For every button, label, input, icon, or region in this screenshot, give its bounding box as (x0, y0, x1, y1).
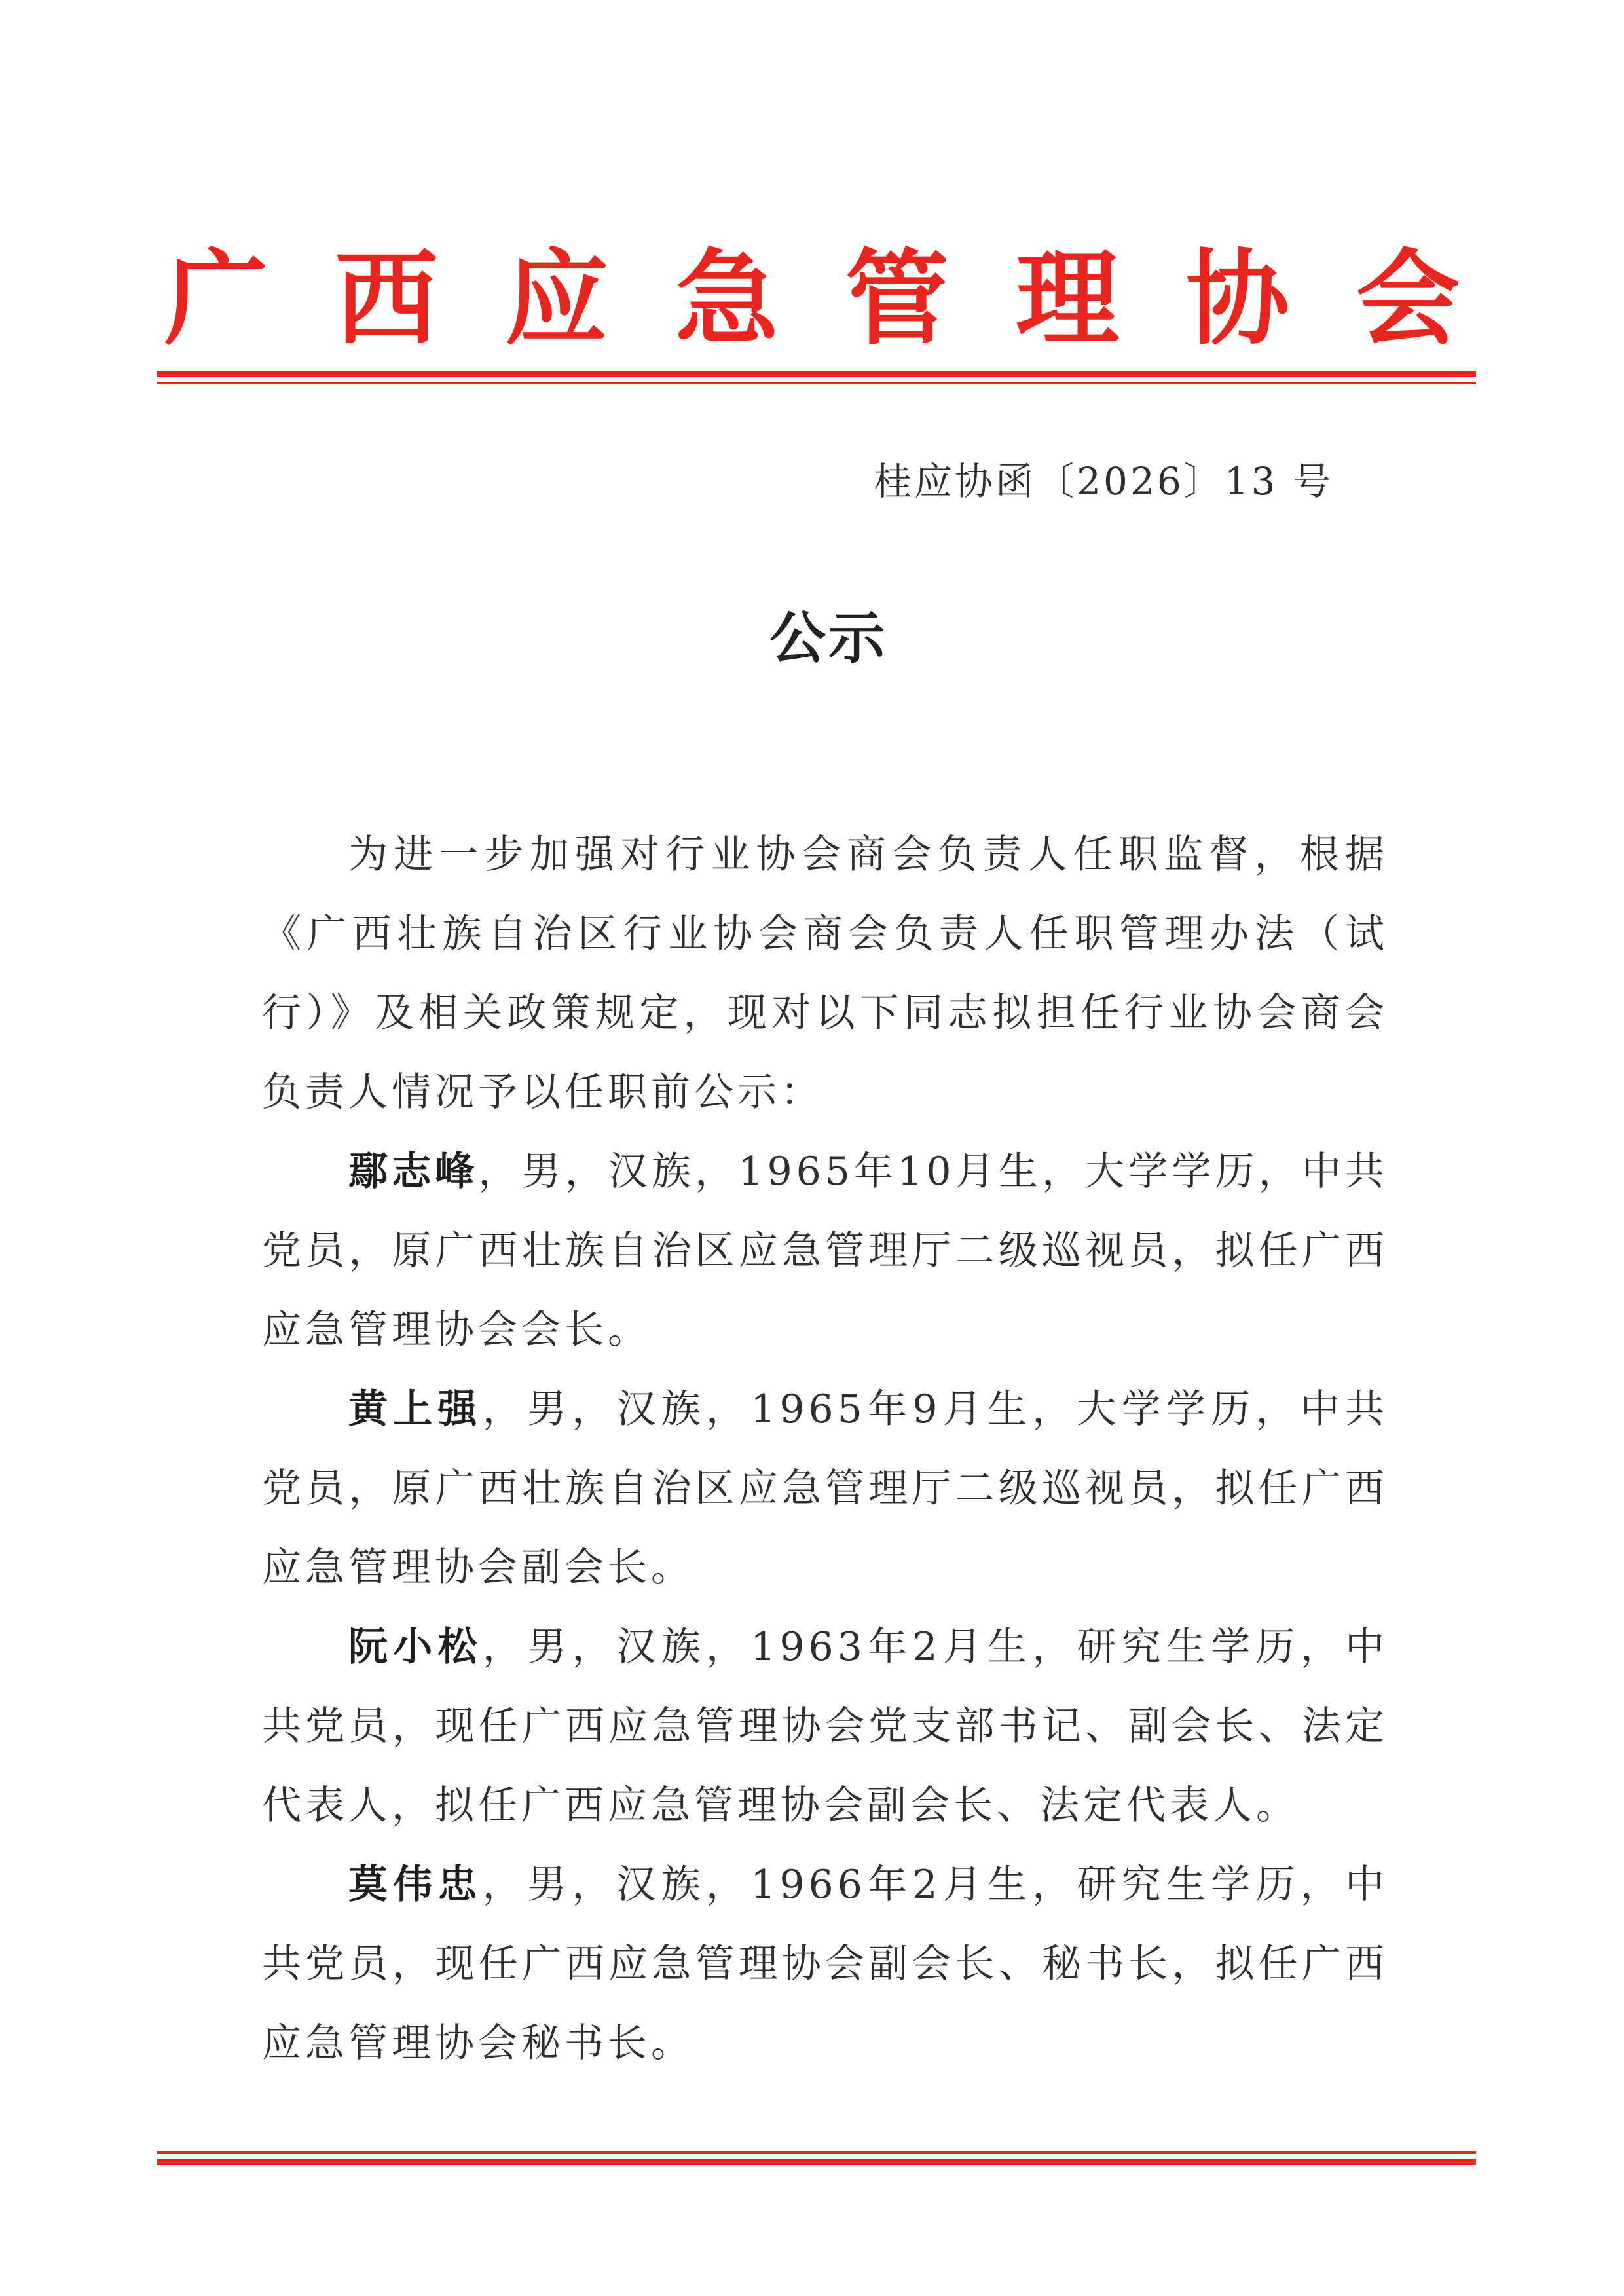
document-body (262, 815, 1388, 2083)
person-paragraph (262, 1608, 1388, 1845)
divider-thick-line (157, 371, 1476, 377)
letterhead-char: 急 (675, 238, 779, 360)
letterhead-char: 广 (164, 238, 268, 360)
letterhead-char: 理 (1016, 238, 1119, 360)
person-paragraph (262, 1370, 1388, 1608)
person-name: 阮小松 (348, 1624, 483, 1670)
divider-thick-line (157, 2159, 1476, 2165)
person-details: ，男，汉族，1965年9月生，大学学历，中共党员，原广西壮族自治区应急管理厅二级巡视员，拟任广西应急管理协会副会长。 (262, 1386, 1388, 1591)
person-details: ，男，汉族，1965年10月生，大学学历，中共党员，原广西壮族自治区应急管理厅二级巡视员，拟任广西应急管理协会会长。 (262, 1149, 1388, 1353)
letterhead-divider (157, 371, 1476, 384)
letterhead-char: 应 (505, 238, 608, 360)
letterhead-title (157, 238, 1467, 360)
document-title: 公示 (769, 606, 887, 671)
person-name: 莫伟忠 (348, 1862, 483, 1908)
person-paragraph (262, 1845, 1388, 2083)
person-details: ，男，汉族，1963年2月生，研究生学历，中共党员，现任广西应急管理协会党支部书记、副会长、法定代表人，拟任广西应急管理协会副会长、法定代表人。 (262, 1624, 1388, 1828)
footer-divider (157, 2151, 1476, 2165)
letterhead-char: 会 (1356, 238, 1460, 360)
person-name: 鄢志峰 (348, 1149, 479, 1194)
letterhead-char: 协 (1186, 238, 1289, 360)
document-number: 桂应协函〔2026〕13 号 (874, 459, 1333, 504)
person-paragraph (262, 1132, 1388, 1370)
divider-thin-line (157, 2151, 1476, 2154)
intro-paragraph: 为进一步加强对行业协会商会负责人任职监督，根据《广西壮族自治区行业协会商会负责人任职管理办法（试行）》及相关政策规定，现对以下同志拟担任行业协会商会负责人情况予以任职前公示： (262, 832, 1388, 1115)
person-details: ，男，汉族，1966年2月生，研究生学历，中共党员，现任广西应急管理协会副会长、秘书长，拟任广西应急管理协会秘书长。 (262, 1862, 1388, 2066)
divider-thin-line (157, 382, 1476, 384)
letterhead-char: 西 (335, 238, 438, 360)
letterhead-char: 管 (845, 238, 949, 360)
person-name: 黄上强 (348, 1386, 483, 1432)
